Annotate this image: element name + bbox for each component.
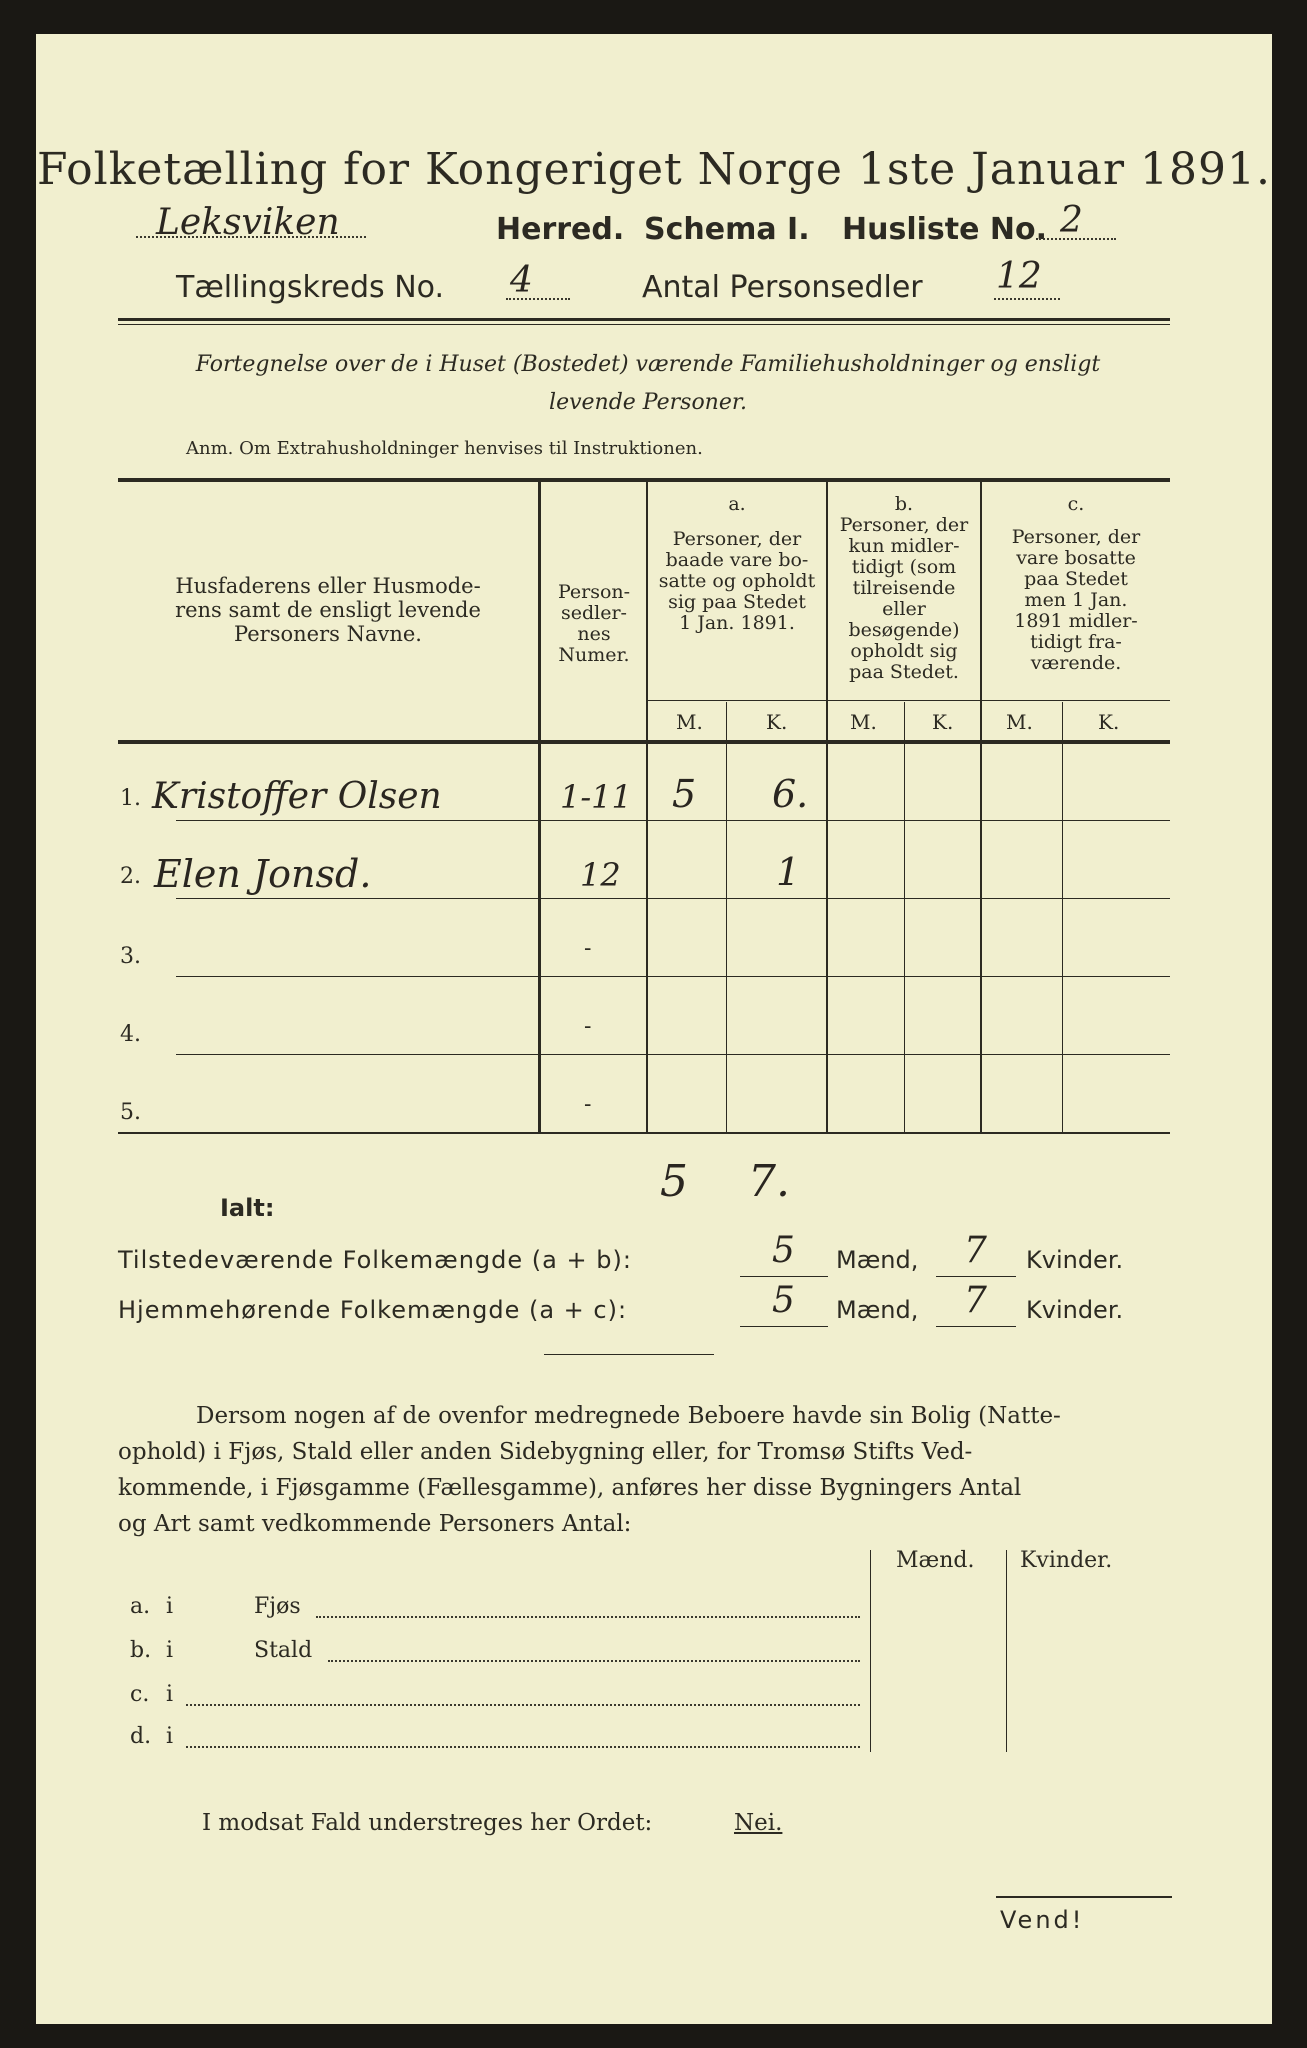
- buildings-para-line: kommende, i Fjøsgamme (Fællesgamme), anføres her disse Bygningers Antal: [118, 1475, 1022, 1501]
- buildings-para-line: Dersom nogen af de ovenfor medregnede Beboere havde sin Bolig (Natte-: [196, 1403, 1061, 1429]
- col-header-num-line: sedler-: [561, 602, 627, 624]
- col-header-c: [982, 494, 1170, 674]
- building-c-prep: i: [166, 1682, 174, 1707]
- col-header-names: [128, 574, 528, 646]
- row-5-number: 5.: [120, 1100, 141, 1125]
- hjemme-m-line: [740, 1326, 828, 1327]
- building-d-prep: i: [166, 1724, 174, 1749]
- tilstede-k-line: [936, 1276, 1016, 1277]
- col-header-num: [542, 582, 646, 666]
- row-3-num: -: [584, 936, 592, 961]
- col-header-b-line: tidigt (som: [851, 556, 957, 578]
- row-1-number: 1.: [120, 786, 141, 811]
- col-header-num-line: Person-: [557, 581, 631, 603]
- row-4-number: 4.: [120, 1022, 141, 1047]
- col-header-a-line: baade vare bo-: [665, 549, 809, 571]
- antal-dotted-line: [994, 298, 1060, 300]
- mk-subheader-rule: [646, 700, 1170, 701]
- col-header-c-line: 1891 midler-: [1014, 610, 1138, 632]
- row-1-name: Kristoffer Olsen: [152, 776, 442, 817]
- ialt-label: Ialt:: [220, 1194, 275, 1222]
- col-divider-names: [538, 482, 541, 1132]
- row-1-num: 1-11: [560, 778, 632, 816]
- building-a-letter: a.: [130, 1594, 151, 1619]
- col-header-b-line: besøgende): [848, 619, 960, 641]
- herred-name: Leksviken: [156, 202, 340, 243]
- col-header-b-line: opholdt sig: [850, 640, 958, 662]
- row-2-name: Elen Jonsd.: [154, 852, 372, 896]
- tilstede-kvinder-label: Kvinder.: [1026, 1246, 1124, 1274]
- buildings-col-divider-2: [1006, 1550, 1007, 1752]
- col-header-c-line: Personer, der: [1011, 526, 1141, 548]
- col-divider-b-mk: [904, 702, 905, 1132]
- building-b-label: Stald: [254, 1638, 313, 1663]
- col-header-c-line: men 1 Jan.: [1024, 589, 1128, 611]
- row-2-num: 12: [580, 856, 621, 894]
- table-top-rule: [118, 478, 1170, 482]
- row-3-number: 3.: [120, 944, 141, 969]
- col-header-a-line: 1 Jan. 1891.: [679, 612, 795, 634]
- intro-line-1: Fortegnelse over de i Huset (Bostedet) værende Familiehusholdninger og ensligt: [195, 352, 1101, 377]
- ialt-m: 5: [660, 1156, 688, 1207]
- col-divider-a-mk: [726, 702, 727, 1132]
- row-5-num: -: [584, 1092, 592, 1117]
- vend-rule: [996, 1896, 1172, 1898]
- ialt-k: 7.: [748, 1156, 790, 1207]
- header-rule-thin: [118, 324, 1170, 325]
- col-header-names-line: Husfaderens eller Husmode-: [175, 574, 481, 598]
- col-header-c-line: tidigt fra-: [1030, 631, 1122, 653]
- col-header-b-line: Personer, der: [839, 514, 969, 536]
- row-4-num: -: [584, 1014, 592, 1039]
- building-b-dots: [328, 1660, 860, 1662]
- col-c-m-label: M.: [1006, 710, 1033, 734]
- col-header-b-line: kun midler-: [848, 535, 960, 557]
- col-header-b: [828, 494, 980, 683]
- building-a-label: Fjøs: [254, 1594, 301, 1619]
- buildings-para-line: ophold) i Fjøs, Stald eller anden Sidebygning eller, for Tromsø Stifts Ved-: [118, 1439, 973, 1465]
- kreds-label: Tællingskreds No.: [176, 270, 444, 305]
- husliste-label: Husliste No.: [842, 212, 1047, 247]
- col-b-m-label: M.: [850, 710, 877, 734]
- form-title: Folketælling for Kongeriget Norge 1ste Januar 1891.: [37, 144, 1271, 195]
- hjemme-m: 5: [772, 1280, 795, 1321]
- col-header-a-letter: a.: [728, 493, 746, 515]
- col-a-k-label: K.: [766, 710, 788, 734]
- building-b-prep: i: [166, 1638, 174, 1663]
- tilstede-label: Tilstedeværende Folkemængde (a + b):: [118, 1246, 632, 1274]
- schema-label: Schema I.: [644, 212, 810, 247]
- table-bottom-rule: [118, 1132, 1170, 1134]
- col-divider-c-mk: [1062, 702, 1063, 1132]
- annotation-note: Anm. Om Extrahusholdninger henvises til Instruktionen.: [186, 438, 703, 459]
- col-header-names-line: Personers Navne.: [234, 622, 422, 646]
- buildings-col-kvinder: Kvinder.: [1020, 1548, 1113, 1573]
- table-header-bottom-rule: [118, 740, 1170, 744]
- intro-line-2: levende Personer.: [549, 390, 747, 415]
- modsat-word: Nei.: [734, 1810, 783, 1836]
- row-1-a-k: 6.: [772, 772, 809, 816]
- col-b-k-label: K.: [932, 710, 954, 734]
- building-c-letter: c.: [130, 1682, 150, 1707]
- tilstede-m-line: [740, 1276, 828, 1277]
- row-line: [176, 898, 1170, 899]
- col-header-c-line: paa Stedet: [1024, 568, 1128, 590]
- antal-number: 12: [996, 256, 1042, 297]
- census-form: [36, 34, 1272, 2024]
- husliste-number: 2: [1060, 200, 1083, 241]
- col-header-b-line: paa Stedet.: [849, 661, 959, 683]
- buildings-paragraph: [118, 1398, 1172, 1542]
- header-rule: [118, 318, 1170, 321]
- section-separator: [544, 1354, 714, 1355]
- col-header-c-line: værende.: [1030, 652, 1122, 674]
- herred-label: Herred.: [496, 212, 625, 247]
- row-line: [176, 976, 1170, 977]
- tilstede-k: 7: [964, 1230, 987, 1271]
- row-2-number: 2.: [120, 864, 141, 889]
- col-header-b-letter: b.: [894, 493, 914, 515]
- modsat-label: I modsat Fald understreges her Ordet:: [202, 1810, 653, 1836]
- buildings-col-divider-1: [870, 1550, 871, 1752]
- antal-label: Antal Personsedler: [642, 270, 923, 305]
- building-d-letter: d.: [130, 1724, 152, 1749]
- col-header-c-letter: c.: [1067, 493, 1085, 515]
- hjemme-k: 7: [964, 1280, 987, 1321]
- building-b-letter: b.: [130, 1638, 152, 1663]
- col-c-k-label: K.: [1098, 710, 1120, 734]
- building-c-dots: [186, 1704, 860, 1706]
- row-2-a-k: 1: [776, 850, 801, 894]
- buildings-para-line: og Art samt vedkommende Personers Antal:: [118, 1511, 632, 1537]
- col-header-num-line: Numer.: [558, 644, 630, 666]
- col-header-b-line: tilreisende: [852, 577, 956, 599]
- col-header-names-line: rens samt de ensligt levende: [175, 598, 481, 622]
- hjemme-k-line: [936, 1326, 1016, 1327]
- hjemme-kvinder-label: Kvinder.: [1026, 1296, 1124, 1324]
- col-header-a-line: satte og opholdt: [658, 570, 816, 592]
- row-line: [176, 820, 1170, 821]
- col-header-a: [648, 494, 826, 634]
- buildings-col-maend: Mænd.: [896, 1548, 975, 1573]
- row-1-a-m: 5: [672, 772, 697, 816]
- col-header-b-line: eller: [882, 598, 926, 620]
- kreds-number: 4: [510, 260, 533, 301]
- building-d-dots: [186, 1746, 860, 1748]
- building-a-dots: [316, 1616, 860, 1618]
- building-a-prep: i: [166, 1594, 174, 1619]
- col-a-m-label: M.: [676, 710, 703, 734]
- col-header-num-line: nes: [577, 623, 611, 645]
- col-header-a-line: Personer, der: [672, 528, 802, 550]
- hjemme-maend-label: Mænd,: [836, 1296, 919, 1324]
- tilstede-m: 5: [772, 1230, 795, 1271]
- col-header-c-line: vare bosatte: [1016, 547, 1136, 569]
- col-header-a-line: sig paa Stedet: [668, 591, 806, 613]
- tilstede-maend-label: Mænd,: [836, 1246, 919, 1274]
- vend-label: Vend!: [1000, 1906, 1085, 1934]
- hjemme-label: Hjemmehørende Folkemængde (a + c):: [118, 1296, 628, 1324]
- row-line: [176, 1054, 1170, 1055]
